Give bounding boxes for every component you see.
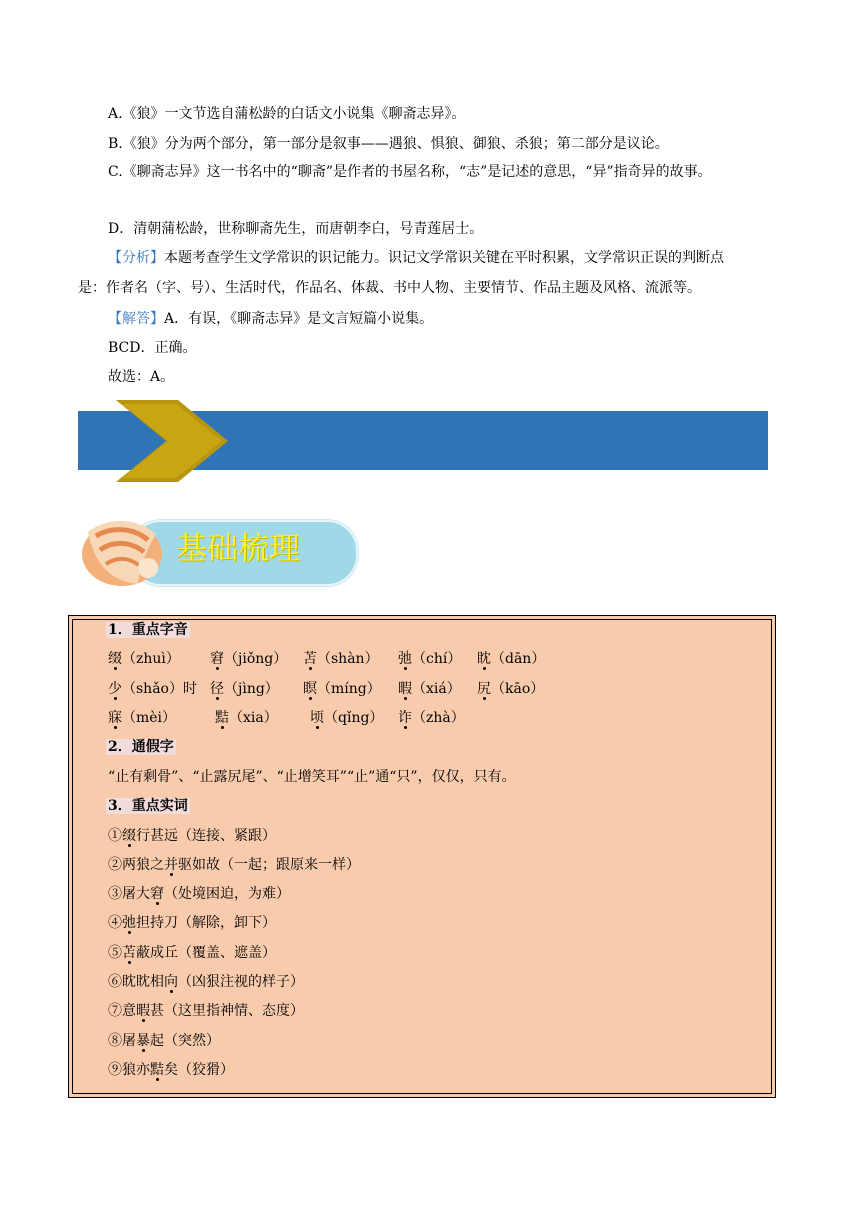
pron-item: 弛（chí）	[398, 651, 462, 667]
word-item: ⑤苫蔽成丘（覆盖、遮盖）	[108, 945, 276, 961]
word-item: ③屠大窘（处境困迫，为难）	[108, 886, 290, 902]
word-item: ⑦意暇甚（这里指神情、态度）	[108, 1003, 304, 1019]
analysis-line-1	[108, 248, 724, 268]
pron-item: 暇（xiá）	[398, 681, 461, 697]
option-b: B.《狼》分为两个部分，第一部分是叙事——遇狼、惧狼、御狼、杀狼；第二部分是议论。	[108, 136, 669, 152]
pron-item: 诈（zhà）	[398, 710, 465, 726]
analysis-label: 【分析】	[108, 250, 164, 266]
pron-row-1: 缀（zhuì）	[108, 651, 180, 667]
heading-key-words: 3．重点实词	[108, 798, 188, 814]
option-c: C.《聊斋志异》这一书名中的“聊斋”是作者的书屋名称，“志”是记述的意思，“异”指奇异的故事。	[108, 164, 712, 180]
pron-item: 眈（dān）	[477, 651, 546, 667]
answer-line	[108, 309, 433, 329]
word-item: ⑥眈眈相向（凶狠注视的样子）	[108, 974, 304, 990]
word-item: ⑨狼亦黠矣（狡猾）	[108, 1062, 234, 1078]
chevron-arrow-icon	[116, 400, 230, 482]
option-d: D．清朝蒲松龄，世称聊斋先生，而唐朝李白，号青莲居士。	[108, 221, 484, 237]
tongjia-text: “止有剩骨”、“止露尻尾”、“止增笑耳”“止”通“只”，仅仅，只有。	[108, 769, 516, 785]
pron-row-3: 寐（mèi）	[108, 710, 177, 726]
pron-item: 瞑（míng）	[303, 681, 381, 697]
answer-label: 【解答】	[108, 311, 164, 327]
heading-tongjia: 2．通假字	[108, 739, 174, 755]
answer-choice: 故选：A。	[108, 369, 175, 385]
pron-item: 窘（jiǒng）	[210, 651, 288, 667]
section-tag-title: 基础梳理	[176, 531, 300, 567]
pron-item: 尻（kāo）	[477, 681, 545, 697]
word-item: ⑧屠暴起（突然）	[108, 1033, 220, 1049]
analysis-text-1: 本题考查学生文学常识的识记能力。识记文学常识关键在平时积累，文学常识正误的判断点	[164, 250, 724, 266]
word-item: ④弛担持刀（解除，卸下）	[108, 915, 276, 931]
option-a: A.《狼》一文节选自蒲松龄的白话文小说集《聊斋志异》。	[108, 106, 466, 122]
pron-item: 苫（shàn）	[303, 651, 379, 667]
word-item: ②两狼之并驱如故（一起；跟原来一样）	[108, 857, 360, 873]
word-item: ①缀行甚远（连接、紧跟）	[108, 828, 276, 844]
analysis-line-2: 是：作者名（字、号）、生活时代，作品名、体裁、书中人物、主要情节、作品主题及风格、流派等。	[78, 280, 701, 296]
heading-pronunciation: 1．重点字音	[108, 622, 188, 638]
pron-row-2: 少（shǎo）时	[108, 681, 197, 697]
pron-item: 黠（xia）	[215, 710, 278, 726]
answer-bcd: BCD．正确。	[108, 340, 197, 356]
pron-item: 径（jìng）	[210, 681, 279, 697]
seashell-icon	[78, 512, 168, 592]
pron-item: 顷（qǐng）	[310, 710, 384, 726]
answer-text: A．有误，《聊斋志异》是文言短篇小说集。	[164, 311, 434, 327]
